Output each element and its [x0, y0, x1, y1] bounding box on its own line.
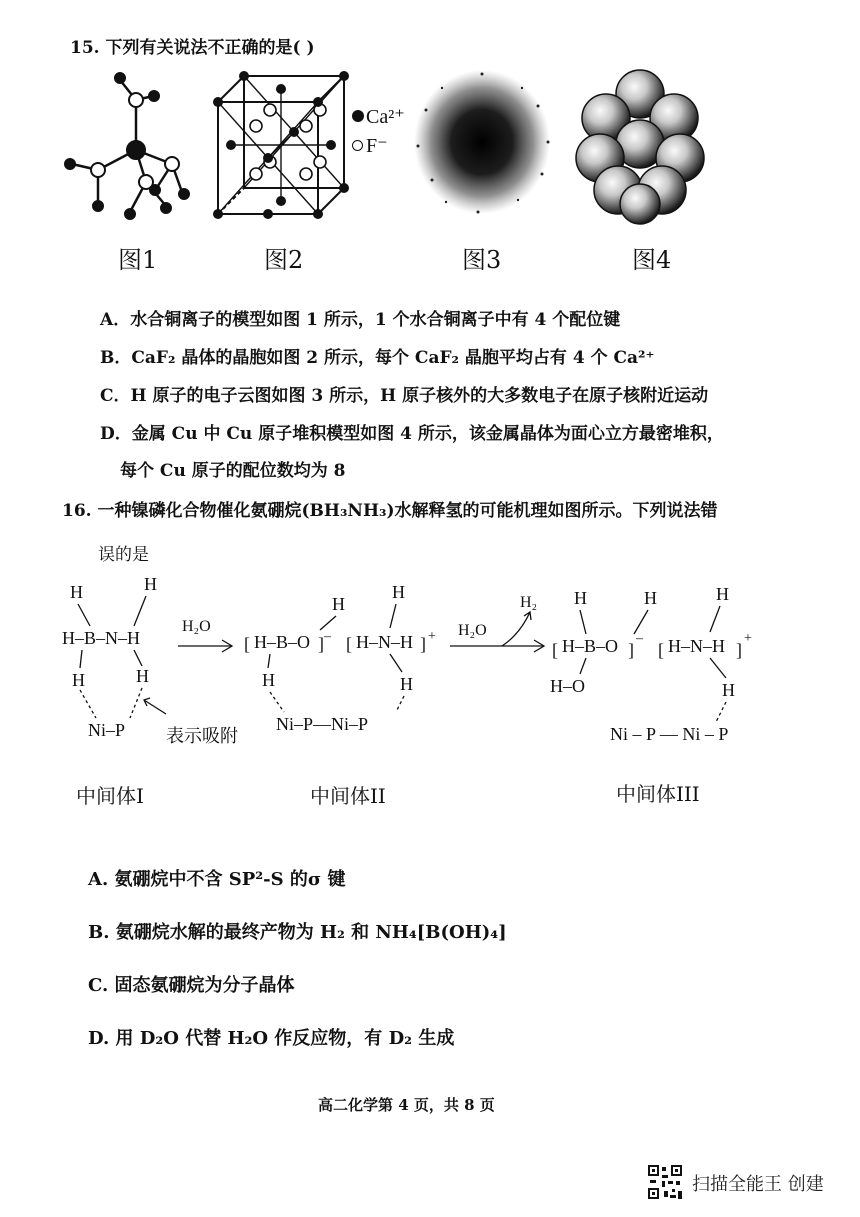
svg-text:H: H: [716, 584, 729, 604]
q16-option-d: D. 用 D₂O 代替 H₂O 作反应物，有 D₂ 生成: [88, 1028, 455, 1049]
svg-text:[: [: [552, 640, 558, 660]
adsorption-note: 表示吸附: [166, 726, 238, 747]
svg-text:H: H: [72, 670, 85, 690]
intermediate-1-label: 中间体I: [76, 784, 144, 808]
product-h2-gas: H₂: [520, 594, 538, 611]
figure-2-label: 图2: [264, 246, 304, 274]
svg-text:[: [: [244, 634, 250, 654]
question-16-stem-continued: 误的是: [98, 545, 149, 565]
q15-option-c: C．H 原子的电子云图如图 3 所示，H 原子核外的大多数电子在原子核附近运动: [100, 386, 709, 406]
svg-text:H–B–O: H–B–O: [562, 636, 619, 656]
svg-text:]: ]: [420, 634, 426, 654]
page-footer: 高二化学第 4 页，共 8 页: [318, 1096, 495, 1114]
svg-text:]: ]: [318, 634, 324, 654]
svg-text:]: ]: [736, 640, 742, 660]
q16-option-a: A. 氨硼烷中不含 SP²-S 的σ 键: [88, 869, 346, 890]
figure-4-cu-packing-model: [570, 66, 710, 226]
scanner-watermark: 扫描全能王 创建: [692, 1174, 824, 1195]
svg-text:H: H: [70, 582, 83, 602]
svg-text:[: [: [346, 634, 352, 654]
svg-text:]: ]: [628, 640, 634, 660]
svg-text:H: H: [262, 670, 275, 690]
question-15-stem: 15. 下列有关说法不正确的是( ): [70, 38, 315, 58]
q15-option-d: D．金属 Cu 中 Cu 原子堆积模型如图 4 所示，该金属晶体为面心立方最密堆积，: [100, 424, 724, 444]
f-legend-dot: [352, 140, 363, 151]
svg-text:Ni – P — Ni – P: Ni – P — Ni – P: [610, 724, 729, 744]
svg-text:H: H: [144, 574, 157, 594]
ca-legend-dot: [352, 110, 364, 122]
svg-text:H: H: [392, 582, 405, 602]
reagent-h2o-step2: H₂O: [458, 622, 487, 639]
svg-text:H: H: [722, 680, 735, 700]
svg-text:Ni–P: Ni–P: [88, 720, 126, 740]
svg-text:H–N–H: H–N–H: [668, 636, 725, 656]
svg-text:H: H: [400, 674, 413, 694]
svg-text:[: [: [658, 640, 664, 660]
svg-text:–: –: [636, 631, 643, 646]
intermediate-2-label: 中间体II: [310, 784, 386, 808]
figure-3-electron-cloud: [412, 70, 552, 220]
svg-text:H: H: [574, 588, 587, 608]
q16-option-b: B. 氨硼烷水解的最终产物为 H₂ 和 NH₄[B(OH)₄]: [88, 922, 507, 943]
svg-text:H: H: [136, 666, 149, 686]
figure-3-label: 图3: [462, 246, 502, 274]
question-16-stem: 16. 一种镍磷化合物催化氨硼烷(BH₃NH₃)水解释氢的可能机理如图所示。下列说法错: [62, 501, 718, 521]
svg-text:Ni–P—Ni–P: Ni–P—Ni–P: [276, 714, 369, 734]
ca-legend-label: Ca²⁺: [366, 106, 405, 128]
svg-text:+: +: [744, 631, 752, 646]
svg-text:H–N–H: H–N–H: [356, 632, 413, 652]
svg-text:H: H: [332, 594, 345, 614]
figure-4-label: 图4: [632, 246, 672, 274]
svg-text:H–B–N–H: H–B–N–H: [62, 628, 141, 648]
svg-text:–: –: [324, 629, 331, 644]
svg-text:H–O: H–O: [550, 676, 585, 696]
svg-text:H–B–O: H–B–O: [254, 632, 311, 652]
reagent-h2o-step1: H₂O: [182, 618, 211, 635]
q16-option-c: C. 固态氨硼烷为分子晶体: [88, 975, 295, 996]
figure-1-label: 图1: [118, 246, 158, 274]
qr-code-icon: [646, 1163, 684, 1201]
q15-option-a: A．水合铜离子的模型如图 1 所示，1 个水合铜离子中有 4 个配位键: [100, 310, 621, 330]
figure-1-hydrated-copper-model: [58, 64, 198, 224]
svg-text:+: +: [428, 629, 436, 644]
q15-option-b: B．CaF₂ 晶体的晶胞如图 2 所示，每个 CaF₂ 晶胞平均占有 4 个 Ca²⁺: [100, 348, 655, 368]
figure-2-caf2-unit-cell: [208, 66, 358, 221]
q15-option-d-continued: 每个 Cu 原子的配位数均为 8: [120, 461, 346, 481]
f-legend-label: F⁻: [366, 135, 388, 157]
intermediate-3-label: 中间体III: [616, 782, 700, 806]
svg-text:H: H: [644, 588, 657, 608]
